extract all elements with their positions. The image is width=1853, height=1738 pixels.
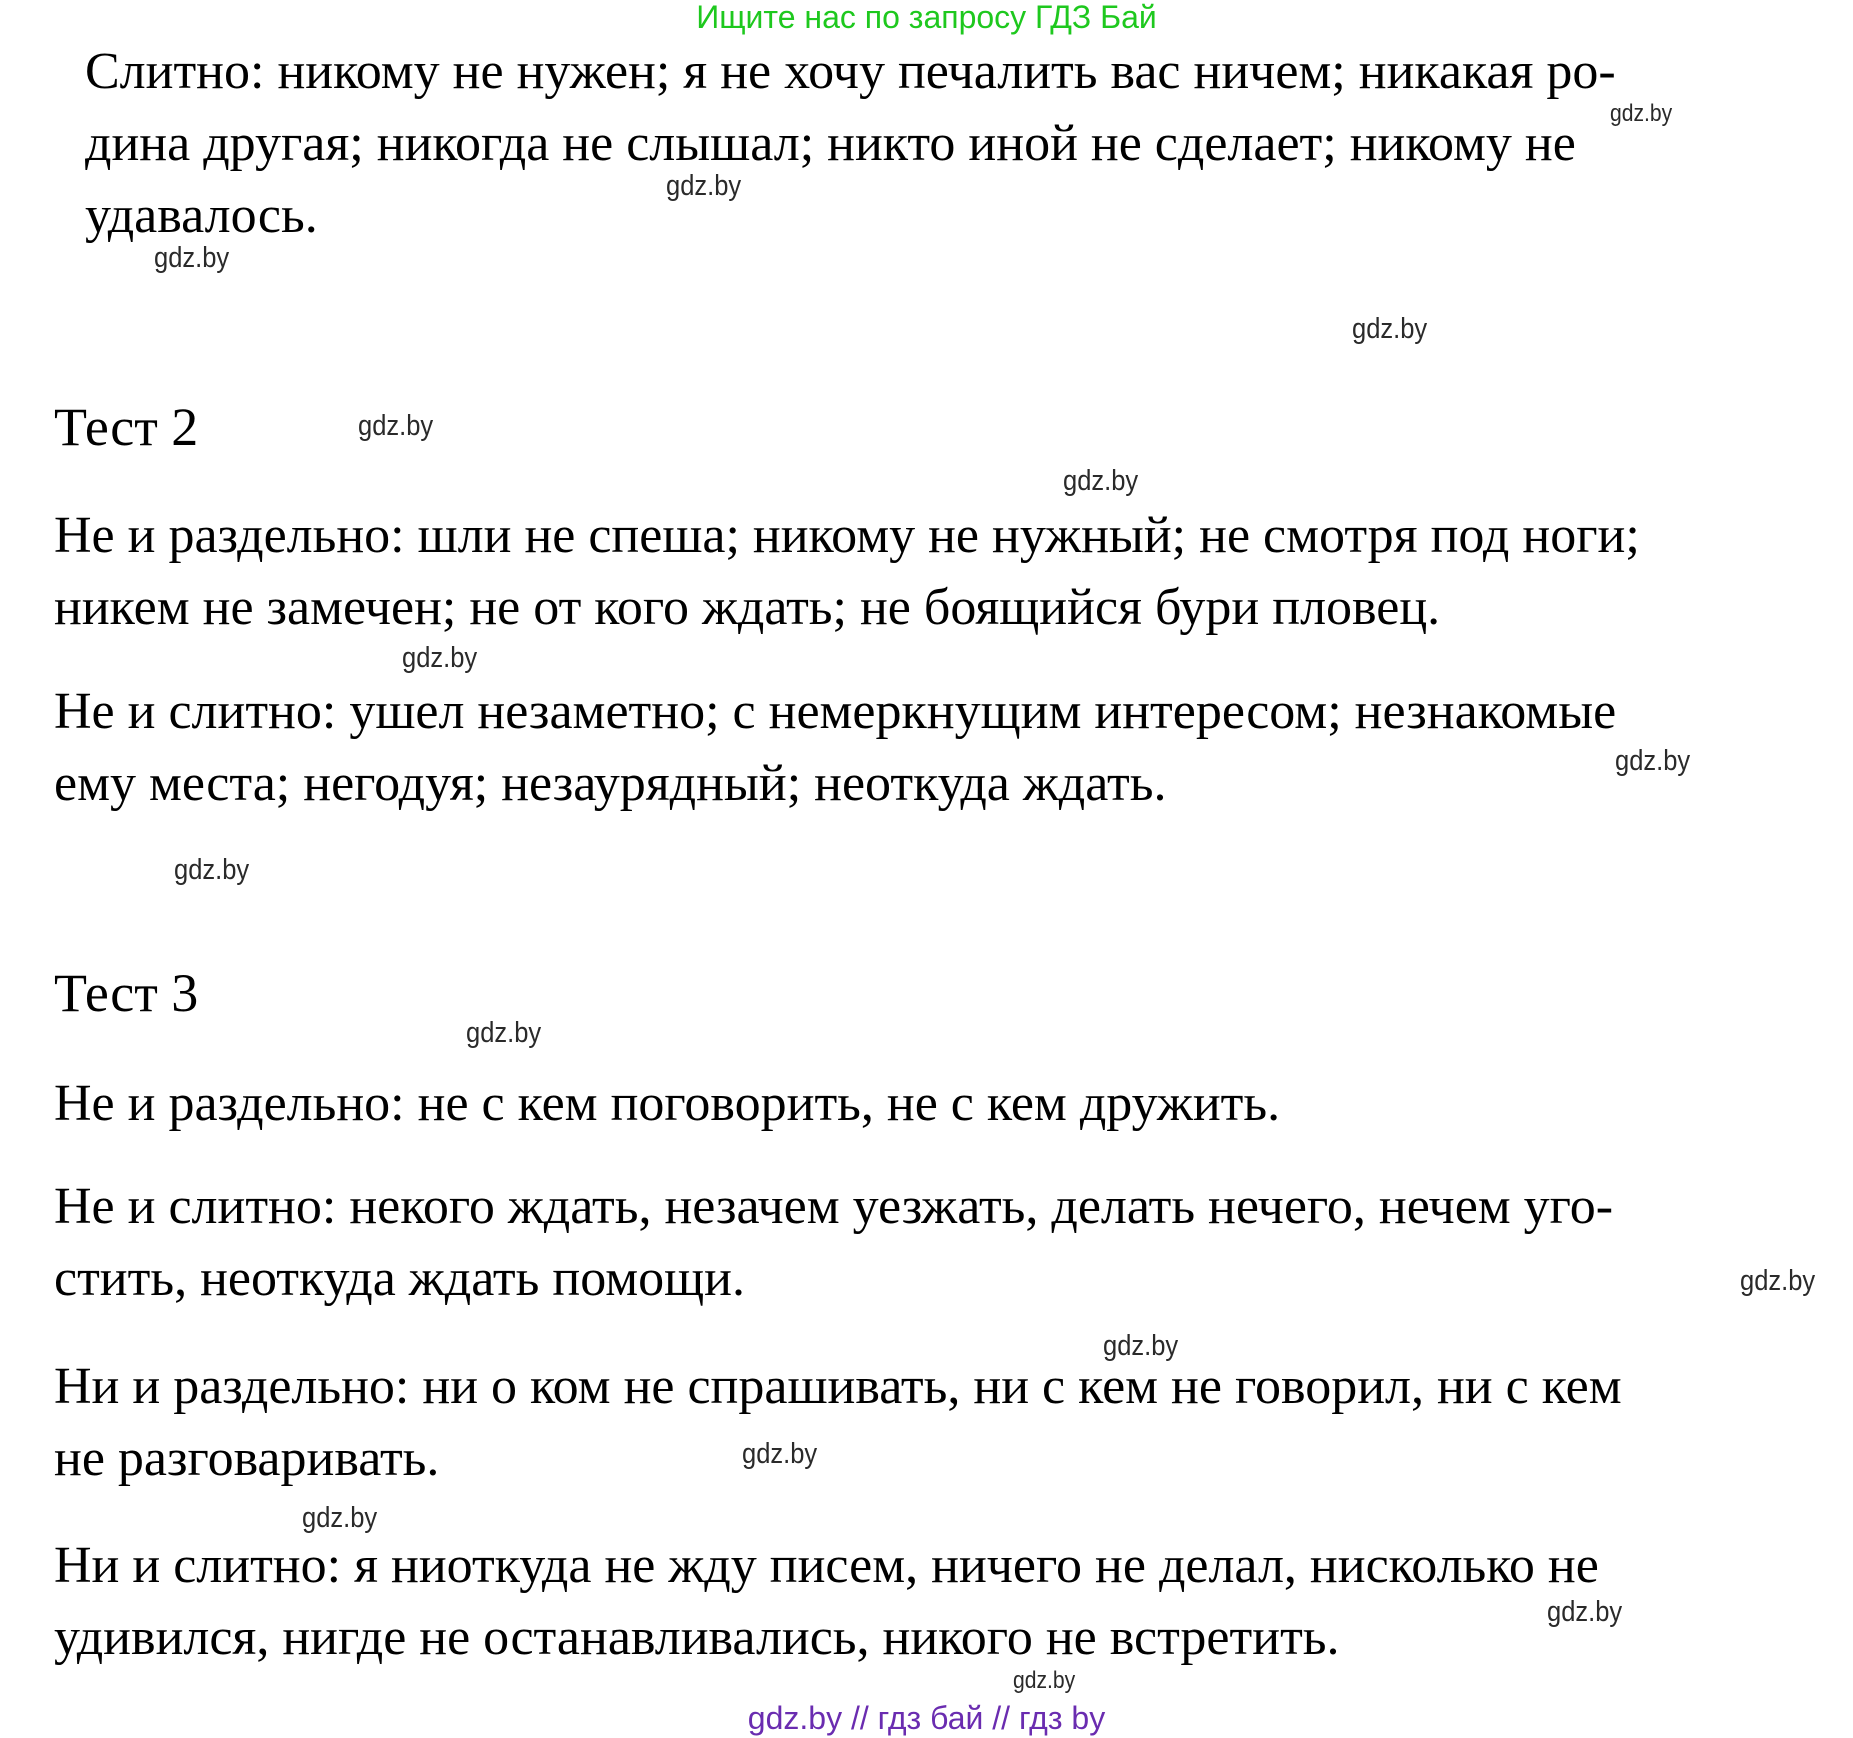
test-2-joined-line-2: ему места; негодуя; незаурядный; неоткуда ждать. [54, 755, 1167, 812]
watermark: gdz.by [1740, 1265, 1816, 1297]
search-banner: Ищите нас по запросу ГДЗ Бай [696, 0, 1157, 35]
test-3-ni-separate-line-1: Ни и раздельно: ни о ком не спрашивать, ни с кем не говорил, ни с кем [54, 1358, 1622, 1415]
test-2-heading: Тест 2 [54, 397, 199, 457]
watermark: gdz.by [466, 1017, 542, 1049]
test-3-heading: Тест 3 [54, 963, 199, 1023]
watermark: gdz.by [1013, 1667, 1076, 1694]
test-3-ni-joined-line-1: Ни и слитно: я ниоткуда не жду писем, ничего не делал, нисколько не [54, 1537, 1599, 1594]
watermark: gdz.by [154, 242, 230, 274]
watermark: gdz.by [1615, 745, 1691, 777]
watermark: gdz.by [742, 1438, 818, 1470]
watermark: gdz.by [302, 1502, 378, 1534]
test-3-ne-joined-line-2: стить, неоткуда ждать помощи. [54, 1250, 745, 1307]
test-3-ne-joined-line-1: Не и слитно: некого ждать, незачем уезжать, делать нечего, нечем уго- [54, 1178, 1614, 1235]
test-2-separate-line-2: никем не замечен; не от кого ждать; не боящийся бури пловец. [54, 579, 1441, 636]
test-3-ne-separate-line-1: Не и раздельно: не с кем поговорить, не с кем дружить. [54, 1075, 1281, 1132]
watermark: gdz.by [1063, 465, 1139, 497]
watermark: gdz.by [1610, 100, 1673, 127]
test-2-separate-line-1: Не и раздельно: шли не спеша; никому не нужный; не смотря под ноги; [54, 507, 1640, 564]
watermark: gdz.by [1352, 313, 1428, 345]
test-2-joined-line-1: Не и слитно: ушел незаметно; с немеркнущим интересом; незнакомые [54, 683, 1617, 740]
footer-links: gdz.by // гдз бай // гдз by [747, 1700, 1106, 1736]
watermark: gdz.by [1103, 1330, 1179, 1362]
test-3-ni-joined-line-2: удивился, нигде не останавливались, никого не встретить. [54, 1609, 1340, 1666]
watermark: gdz.by [1547, 1596, 1623, 1628]
intro-line-2: дина другая; никогда не слышал; никто иной не сделает; никому не [85, 115, 1576, 172]
watermark: gdz.by [402, 642, 478, 674]
watermark: gdz.by [666, 170, 742, 202]
test-3-ni-separate-line-2: не разговаривать. [54, 1430, 440, 1487]
watermark: gdz.by [358, 410, 434, 442]
intro-line-3: удавалось. [85, 187, 318, 244]
intro-line-1: Слитно: никому не нужен; я не хочу печалить вас ничем; никакая ро- [85, 43, 1616, 100]
watermark: gdz.by [174, 854, 250, 886]
